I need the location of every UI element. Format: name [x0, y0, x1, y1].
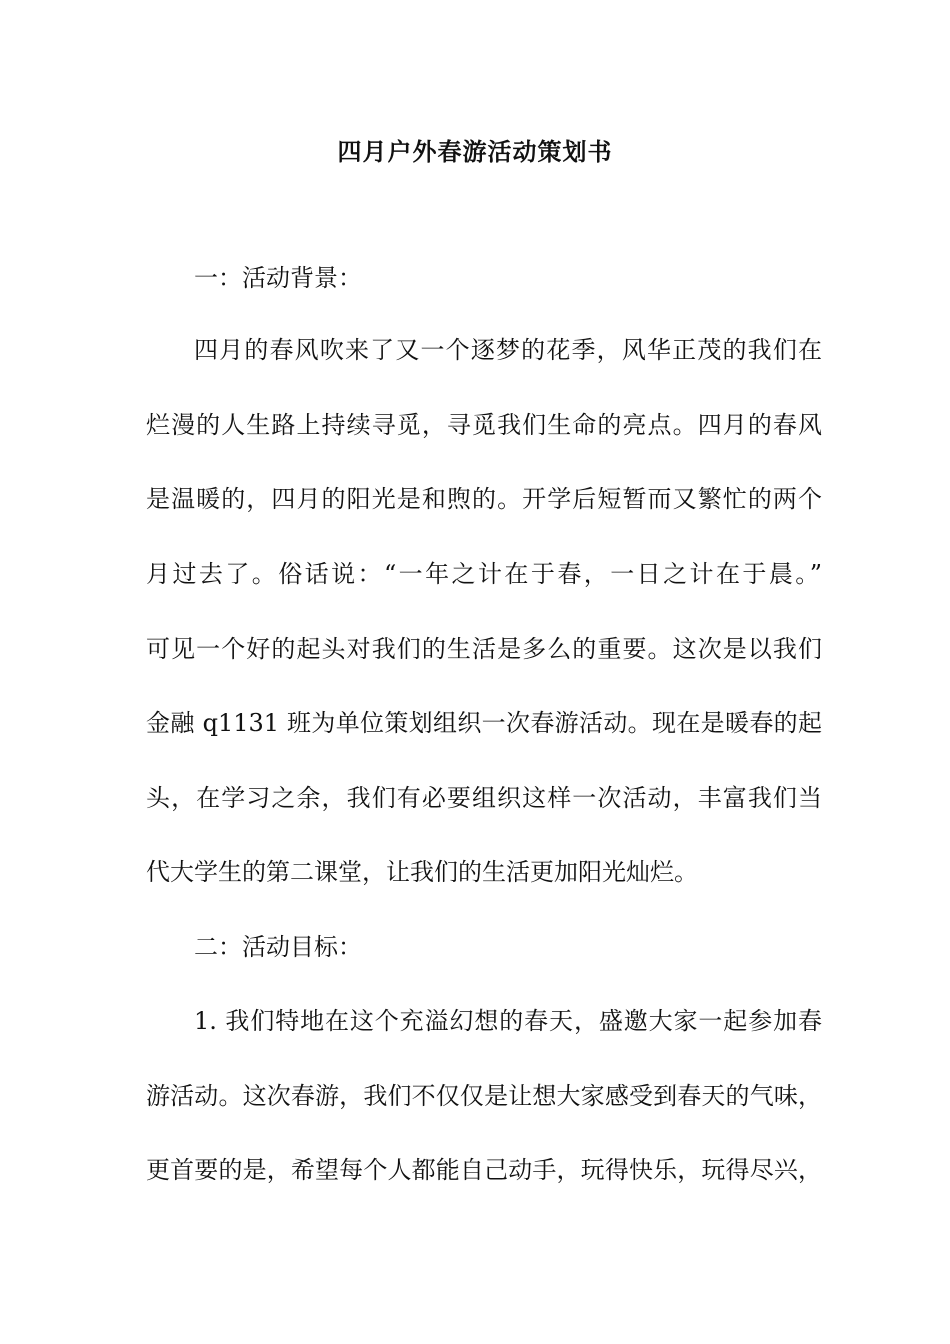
paragraph-line: 更首要的是，希望每个人都能自己动手，玩得快乐，玩得尽兴， [146, 1156, 822, 1184]
paragraph-line: 月过去了。俗话说：“一年之计在于春，一日之计在于晨。” [146, 560, 822, 588]
paragraph-line: 代大学生的第二课堂，让我们的生活更加阳光灿烂。 [146, 858, 698, 886]
document-title: 四月户外春游活动策划书 [337, 137, 613, 166]
section-heading-background: 一：活动背景： [194, 264, 362, 292]
paragraph-line: 四月的春风吹来了又一个逐梦的花季，风华正茂的我们在 [194, 336, 822, 364]
paragraph-line: 游活动。这次春游，我们不仅仅是让想大家感受到春天的气味， [146, 1082, 822, 1110]
paragraph-line: 烂漫的人生路上持续寻觅，寻觅我们生命的亮点。四月的春风 [146, 411, 822, 439]
paragraph-line: 1. 我们特地在这个充溢幻想的春天，盛邀大家一起参加春 [194, 1007, 822, 1035]
paragraph-line: 金融 q1131 班为单位策划组织一次春游活动。现在是暖春的起 [146, 709, 822, 737]
paragraph-line: 是温暖的，四月的阳光是和煦的。开学后短暂而又繁忙的两个 [146, 485, 822, 513]
paragraph-line: 可见一个好的起头对我们的生活是多么的重要。这次是以我们 [146, 635, 822, 663]
section-heading-goals: 二：活动目标： [194, 933, 362, 961]
paragraph-line: 头，在学习之余，我们有必要组织这样一次活动，丰富我们当 [146, 784, 822, 812]
